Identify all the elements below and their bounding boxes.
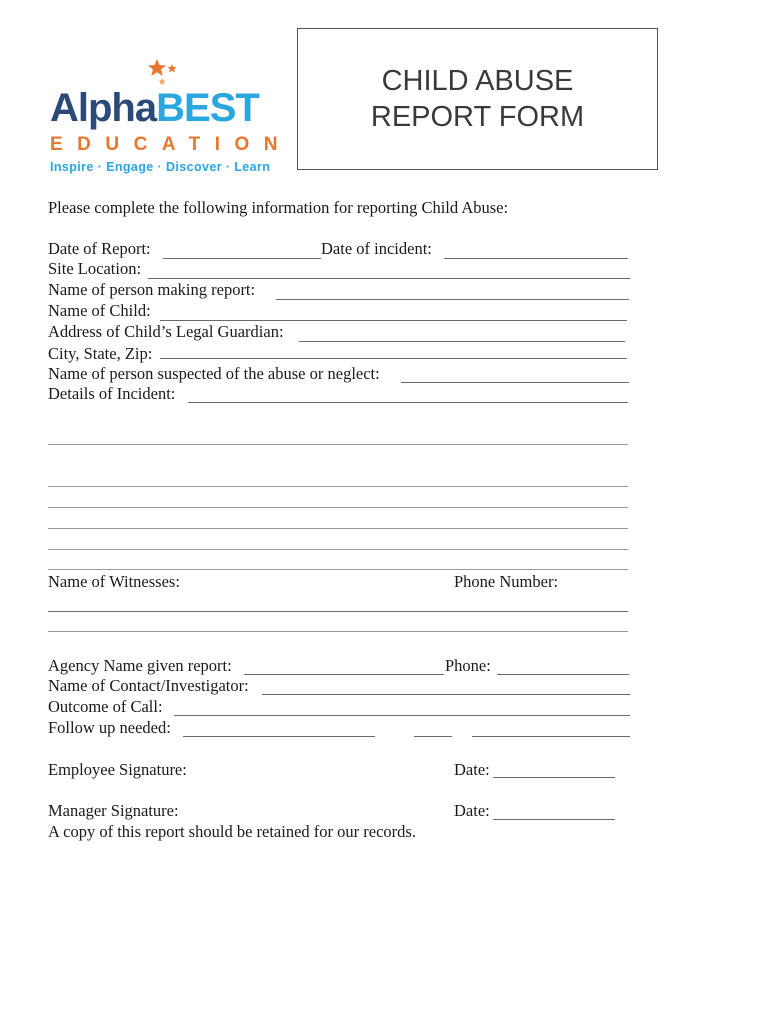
incident-details-line-4[interactable] bbox=[48, 507, 628, 508]
witnesses-line-2[interactable] bbox=[48, 631, 628, 632]
follow-up-line-2[interactable] bbox=[414, 736, 452, 737]
employee-date-line[interactable] bbox=[493, 777, 615, 778]
date-of-incident-label: Date of incident: bbox=[321, 239, 432, 258]
logo-best: BEST bbox=[156, 86, 259, 130]
incident-details-label: Details of Incident: bbox=[48, 384, 176, 403]
contact-investigator-line[interactable] bbox=[262, 694, 630, 695]
outcome-of-call-line[interactable] bbox=[174, 715, 630, 716]
city-state-zip-line[interactable] bbox=[160, 358, 627, 359]
incident-details-line-5[interactable] bbox=[48, 528, 628, 529]
form-title-line1: CHILD ABUSE bbox=[381, 65, 574, 97]
date-of-report-line[interactable] bbox=[163, 258, 321, 259]
agency-phone-line[interactable] bbox=[497, 674, 629, 675]
footer-note: A copy of this report should be retained for our records. bbox=[48, 822, 416, 841]
incident-details-line-6[interactable] bbox=[48, 549, 628, 550]
follow-up-line-1[interactable] bbox=[183, 736, 375, 737]
follow-up-label: Follow up needed: bbox=[48, 718, 171, 737]
manager-date-label: Date: bbox=[454, 801, 490, 820]
employee-signature-label: Employee Signature: bbox=[48, 760, 187, 779]
outcome-of-call-label: Outcome of Call: bbox=[48, 697, 163, 716]
guardian-address-label: Address of Child’s Legal Guardian: bbox=[48, 322, 284, 341]
form-title-line2: REPORT FORM bbox=[370, 101, 585, 133]
employee-date-label: Date: bbox=[454, 760, 490, 779]
incident-details-line-7[interactable] bbox=[48, 569, 628, 570]
witnesses-line-1[interactable] bbox=[48, 611, 628, 612]
child-name-label: Name of Child: bbox=[48, 301, 151, 320]
logo-alpha: Alpha bbox=[50, 86, 157, 130]
agency-name-label: Agency Name given report: bbox=[48, 656, 232, 675]
agency-name-line[interactable] bbox=[244, 674, 444, 675]
phone-number-label: Phone Number: bbox=[454, 572, 559, 591]
manager-date-line[interactable] bbox=[493, 819, 615, 820]
incident-details-line-2[interactable] bbox=[48, 444, 628, 445]
witnesses-label: Name of Witnesses: bbox=[48, 572, 180, 591]
child-name-line[interactable] bbox=[160, 320, 627, 321]
agency-phone-label: Phone: bbox=[445, 656, 491, 675]
contact-investigator-label: Name of Contact/Investigator: bbox=[48, 676, 249, 695]
guardian-address-line[interactable] bbox=[299, 341, 625, 342]
site-location-line[interactable] bbox=[148, 278, 630, 279]
star-icon bbox=[148, 58, 180, 88]
suspect-name-label: Name of person suspected of the abuse or neglect: bbox=[48, 364, 380, 383]
suspect-name-line[interactable] bbox=[401, 382, 629, 383]
incident-details-line-3[interactable] bbox=[48, 486, 628, 487]
manager-signature-label: Manager Signature: bbox=[48, 801, 179, 820]
date-of-report-label: Date of Report: bbox=[48, 239, 151, 258]
logo-tagline: Inspire · Engage · Discover · Learn bbox=[50, 160, 271, 174]
logo-education: EDUCATION bbox=[50, 134, 293, 155]
city-state-zip-label: City, State, Zip: bbox=[48, 344, 153, 363]
follow-up-line-3[interactable] bbox=[472, 736, 630, 737]
logo bbox=[50, 56, 293, 176]
reporter-name-label: Name of person making report: bbox=[48, 280, 256, 299]
site-location-label: Site Location: bbox=[48, 259, 142, 278]
reporter-name-line[interactable] bbox=[276, 299, 629, 300]
date-of-incident-line[interactable] bbox=[444, 258, 628, 259]
incident-details-line-1[interactable] bbox=[188, 402, 628, 403]
intro-text: Please complete the following information for reporting Child Abuse: bbox=[48, 198, 509, 217]
title-box bbox=[297, 28, 658, 170]
